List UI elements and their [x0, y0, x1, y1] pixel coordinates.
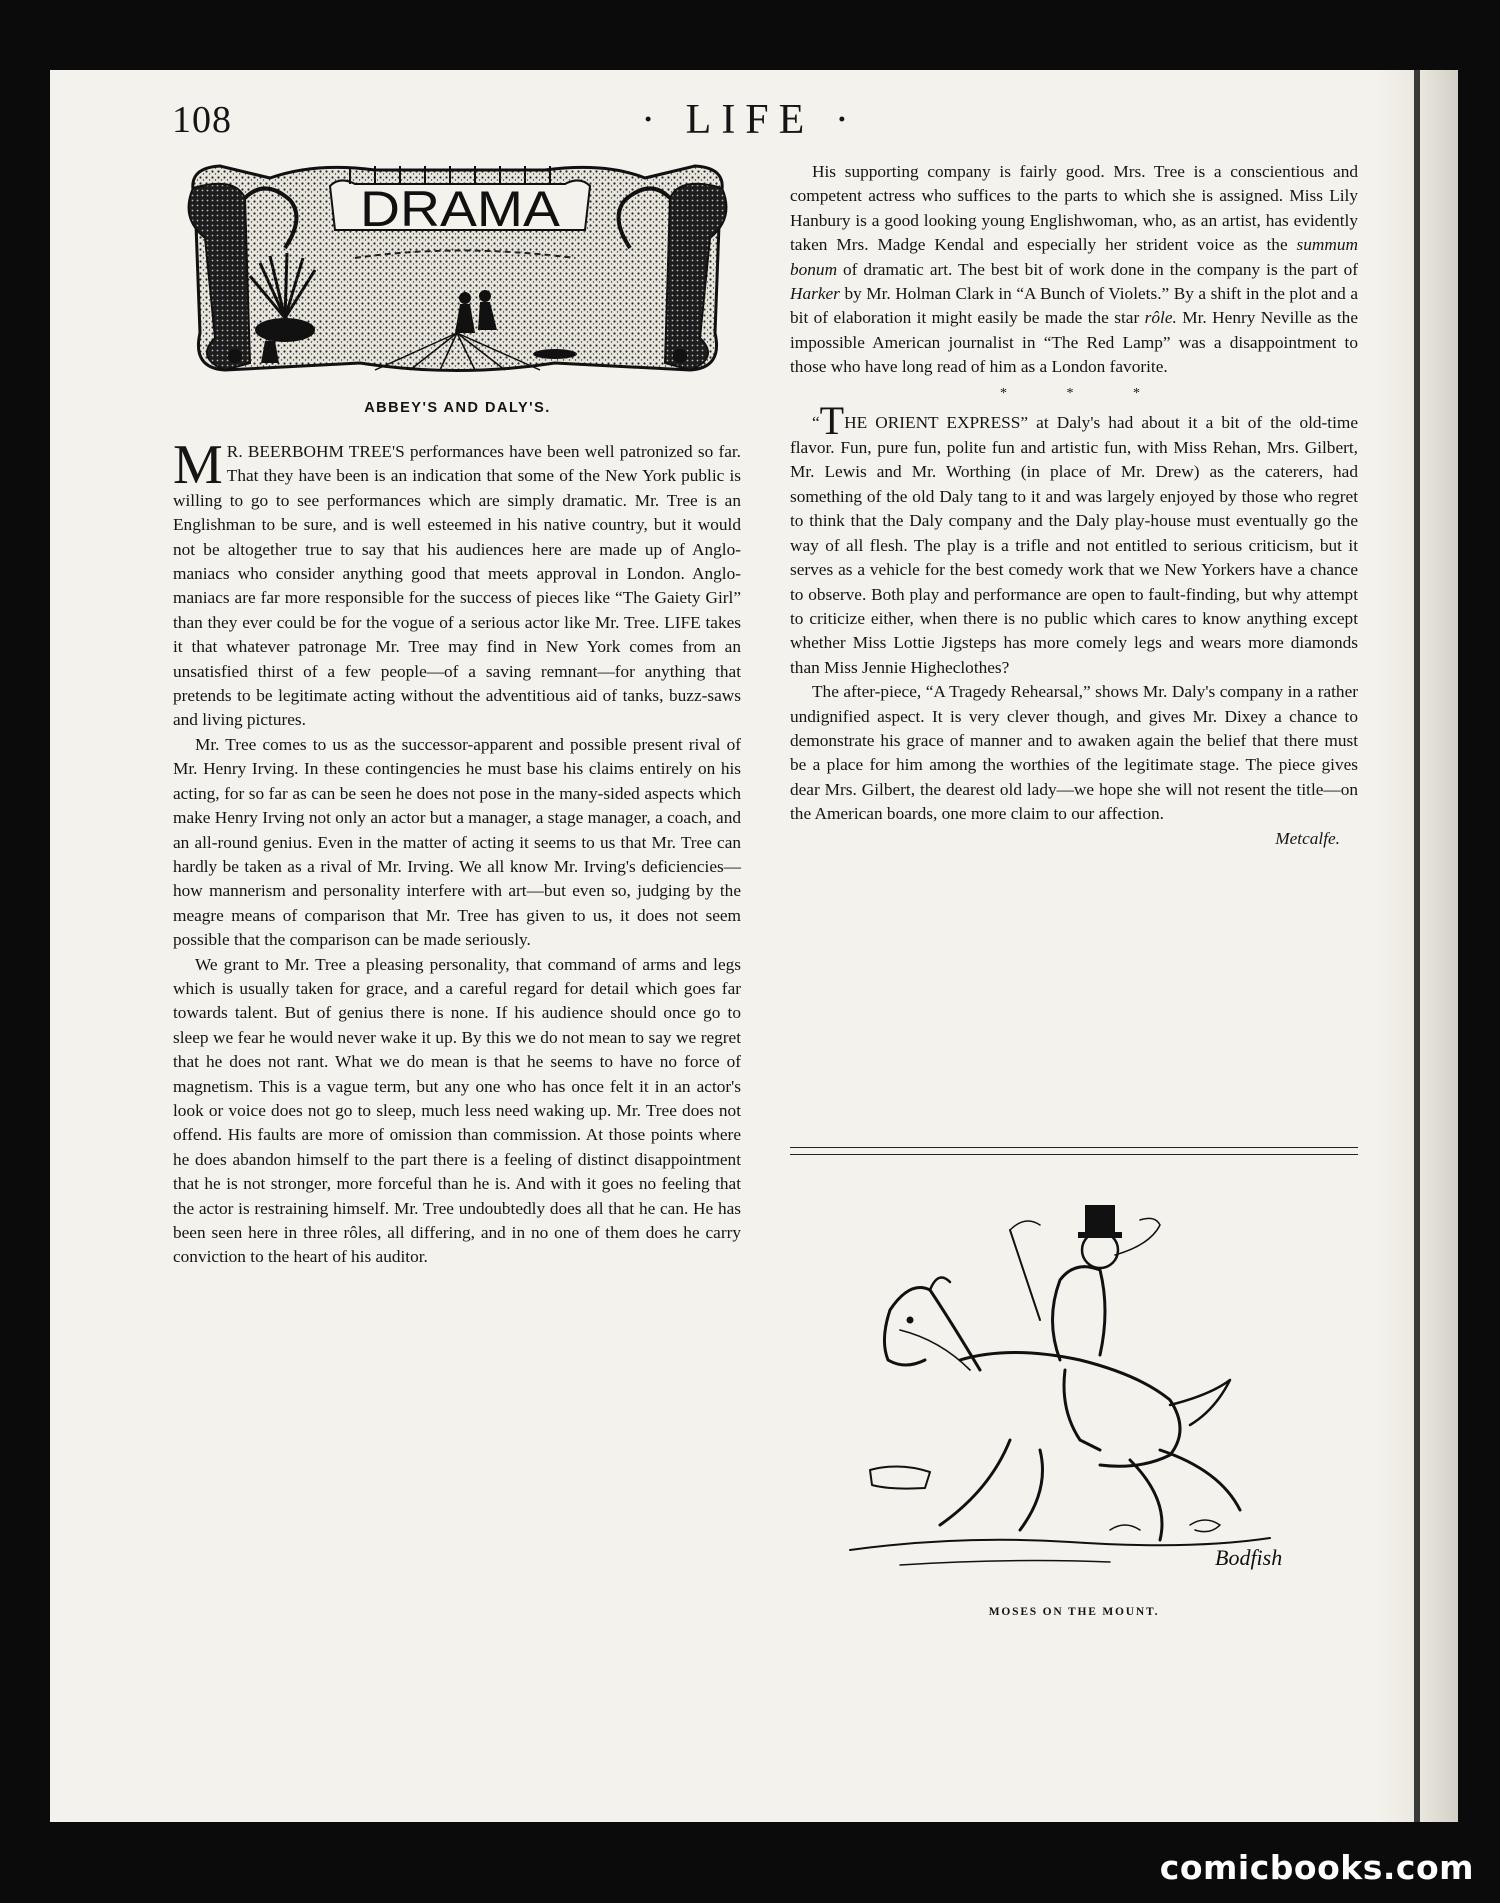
left-column — [173, 434, 741, 1270]
magazine-page — [50, 70, 1458, 1822]
drop-cap: M — [173, 434, 223, 496]
author-signature: Metcalfe. — [1275, 828, 1340, 848]
drama-heading-illustration — [175, 158, 740, 380]
paragraph-1-text: R. BEERBOHM TREE'S performances have been well patronized so far. That they have been is an indication that some of the New York public is willing to go to see performances which are simply dramatic. Mr. Tree is an Englishman to be sure, and is well esteemed in his native country, but it would not be altogether true to say that his audiences here are made up of Anglo-maniacs who consider anything good that meets approval in London. Anglo-maniacs are far more responsible for the success of pieces like “The Gaiety Girl” than they ever could be for the vogue of a serious actor like Mr. Tree. LIFE takes it that whatever patronage Mr. Tree may find in New York comes from an unsatisfied thirst of a few people—of a saving remnant—for anything that pretends to be legitimate acting without the adventitious aid of tanks, buzz-saws and living pictures. — [173, 442, 741, 730]
paragraph-supporting-company — [790, 160, 1358, 380]
text-run: His supporting company is fairly good. Mrs. Tree is a conscientious and competent actress who suffices to the parts to which she is assigned. Miss Lily Hanbury is a good looking young Englishwoman, who, as an artist, has evidently taken Mrs. Madge Kendal and especially her strident voice as the — [790, 162, 1358, 255]
artist-signature: Bodfish — [1215, 1545, 1283, 1570]
text-run: of dramatic art. The best bit of work done in the company is the part of — [837, 259, 1358, 279]
paragraph-orient-express — [790, 398, 1358, 680]
right-column — [790, 160, 1358, 851]
italic-run: Harker — [790, 284, 840, 304]
text-run: Mr. Henry Neville as the impossible American journalist in “The Red Lamp” was a disappointment to those who have long read of him as a London favorite. — [790, 308, 1358, 377]
italic-run: summum bonum — [790, 235, 1358, 279]
paragraph-1 — [173, 434, 741, 733]
binding-edge-line — [1414, 70, 1420, 1822]
masthead-title: · LIFE · — [641, 97, 859, 143]
text-run: by Mr. Holman Clark in “A Bunch of Violets.” By a shift in the plot and a bit of elaboration it might easily be made the star — [790, 284, 1358, 328]
page-number: 108 — [172, 99, 232, 141]
paragraph-2: Mr. Tree comes to us as the successor-apparent and possible present rival of Mr. Henry Irving. In these contingencies he must base his claims entirely on his acting, for so far as can be seen he does not pose in the many-sided aspects which make Henry Irving not only an actor but a manager, a stage manager, a coach, and an all-round genius. Even in the matter of acting it seems to us that Mr. Tree can hardly be taken as a rival of Mr. Irving. We all know Mr. Irving's deficiencies—how mannerism and personality interfere with art—but even so, judging by the meagre means of comparison that Mr. Tree has given to us, it does not seem possible that the comparison can be made seriously. — [173, 734, 741, 950]
watermark-logo: comicbooks.com — [1159, 1848, 1474, 1887]
cartoon-caption: MOSES ON THE MOUNT. — [988, 1606, 1160, 1618]
drop-cap: T — [819, 398, 845, 444]
paragraph-after-piece: The after-piece, “A Tragedy Rehearsal,” shows Mr. Daly's company in a rather undignified aspect. It is very clever though, and gives Mr. Dixey a chance to demonstrate his grace of manner and to awaken again the belief that there must be a place for him among the worthies of the legitimate stage. The piece gives dear Mrs. Gilbert, the dearest old lady—we hope she will not resent the title—on the American boards, one more claim to our affection. — [790, 682, 1358, 824]
section-separator-stars: * * * — [1000, 385, 1168, 401]
italic-run: rôle. — [1144, 308, 1177, 328]
double-rule-divider — [790, 1147, 1358, 1155]
section-title: ABBEY'S AND DALY'S. — [364, 400, 551, 416]
paragraph-3: We grant to Mr. Tree a pleasing personality, that command of arms and legs which is usually taken for grace, and a careful regard for detail which goes far towards talent. But of genius there is none. If his audience should once go to sleep we fear he would never wake it up. By this we do not mean to say we regret that he does not rant. What we do mean is that he seems to have no force of magnetism. This is a vague term, but any one who has once felt it in an actor's look or voice does not go to sleep, much less need waking up. Mr. Tree does not offend. His faults are more of omission than commission. At those points where he does abandon himself to the part there is a feeling of distinct disappointment that he is not stronger, more forceful than he is. And with it goes no feeling that the actor is restraining himself. Mr. Tree undoubtedly does all that he can. He has been seen here in three rôles, all differing, and in no one of them does he carry conviction to the heart of his auditor. — [173, 954, 741, 1267]
paragraph-orient-text: HE ORIENT EXPRESS” at Daly's had about it a bit of the old-time flavor. Fun, pure fun, polite fun and artistic fun, with Miss Rehan, Mrs. Gilbert, Mr. Lewis and Mr. Worthing (in place of Mr. Drew) as the caterers, had something of the old Daly tang to it and was largely enjoyed by those who regret to think that the Daly company and the Daly play-house must eventually go the way of all flesh. The play is a trifle and not entitled to serious criticism, but it serves as a vehicle for the best comedy work that we New Yorkers have a chance to observe. Both play and performance are open to fault-finding, but why attempt to criticize either, when there is no public which cares to know anything except whether Miss Lottie Jigsteps has more comely legs and wears more diamonds than Miss Jennie Higheclothes? — [790, 413, 1358, 677]
cartoon-illustration — [810, 1170, 1350, 1600]
drama-heading-text: DRAMA — [360, 181, 561, 237]
open-quote: “ — [812, 413, 820, 433]
